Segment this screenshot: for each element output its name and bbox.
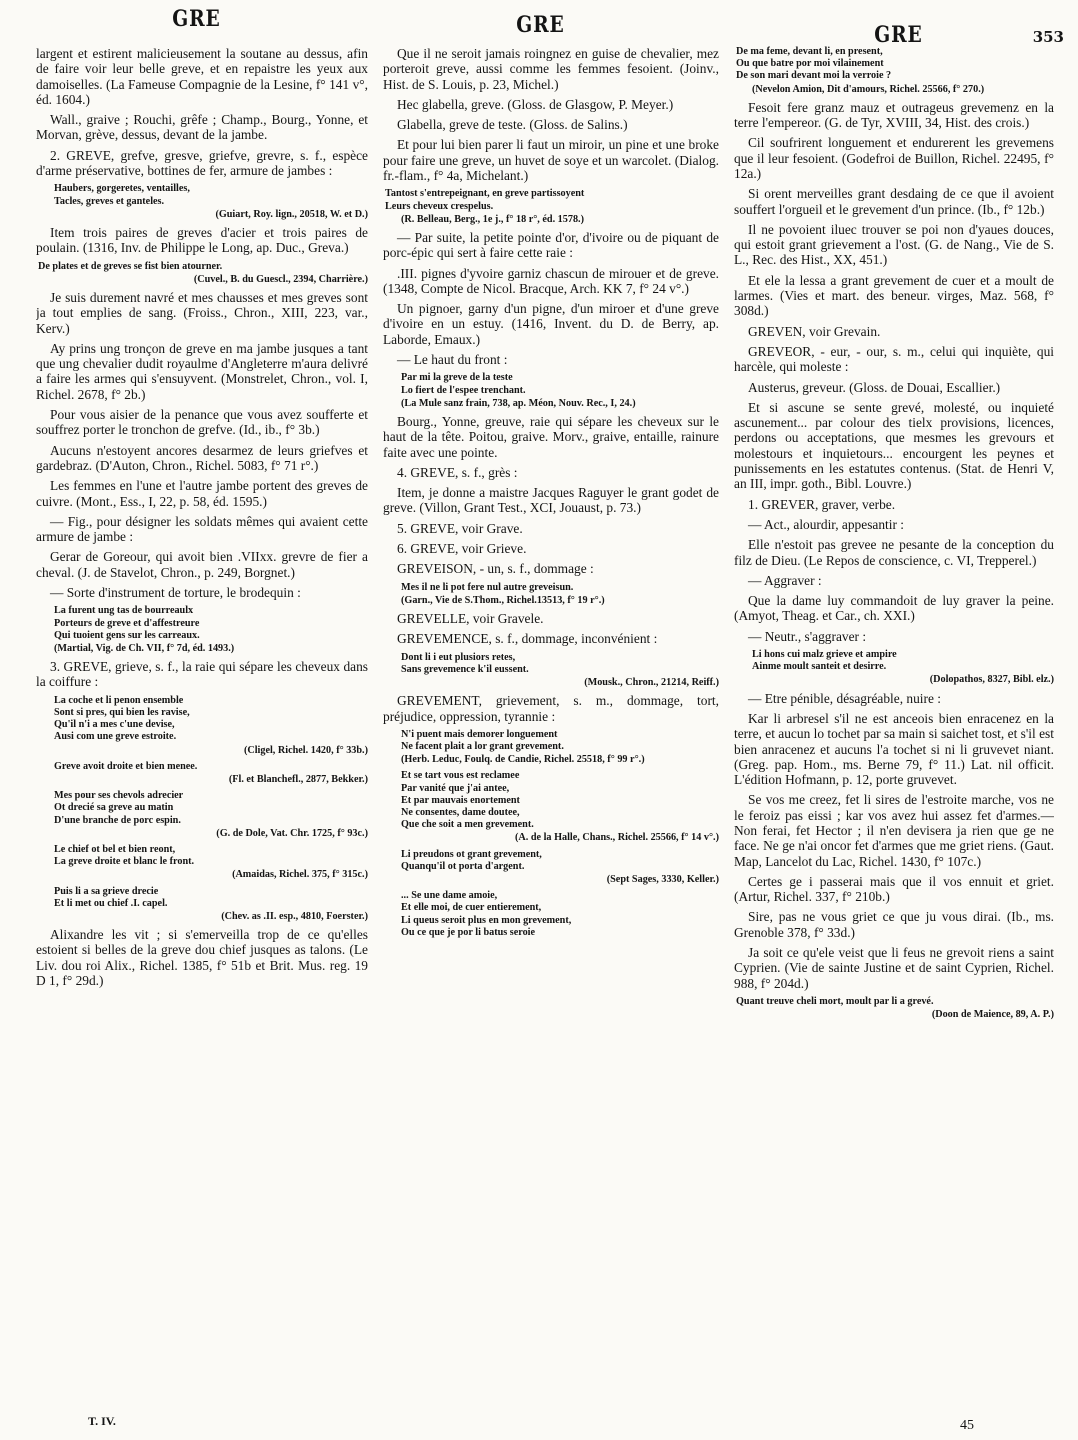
paragraph: Item, je donne a maistre Jacques Raguyer le grant godet de greve. (Villon, Grant Test., XCI, Jouaust, p. 73.) bbox=[383, 485, 719, 516]
verse-quote: Mes il ne li pot fere nul autre greveisun. bbox=[401, 581, 574, 593]
paragraph: Alixandre les vit ; si s'emerveilla trop de ce qu'elles estoient si belles de la greve dou chief jusques as talons. (Le Liv. dou roi Alix., Richel. 1385, f° 51b et Brit. Mus. reg. 19 D 1, f° 29d.) bbox=[36, 927, 368, 989]
entry-heading: 3. GREVE, grieve, s. f., la raie qui sépare les cheveux dans la coiffure : bbox=[36, 659, 368, 690]
paragraph: Se vos me creez, fet li sires de l'estroite marche, vos ne le feroiz pas eissi ; kar vos avez hui assez fet d'armes.—Non ferai, fet Hector ; il n'en devisera ja rien que ge ne face. Ne ge n'ai oncor fet d'armes que me griet riens. (Gaut. Map, Lancelot du Lac, Richel. 1430, f° 107c.) bbox=[734, 792, 1054, 869]
verse-quote: La coche et li penon ensemble Sont si pres, qui bien les ravise, Qu'il n'i a mes c'une devise, Ausi com une greve estroite. bbox=[54, 694, 190, 743]
sense-heading: — Sorte d'instrument de torture, le brodequin : bbox=[50, 585, 301, 601]
citation: (Cuvel., B. du Guescl., 2394, Charrière.) bbox=[193, 273, 368, 285]
paragraph: Cil soufrirent longuement et endurerent les grevemens que il leur fesoient. (Godefroi de Buillon, Richel. 22495, f° 12a.) bbox=[734, 135, 1054, 181]
entry-heading: GREVEOR, - eur, - our, s. m., celui qui inquiète, qui harcèle, qui moleste : bbox=[734, 343, 1054, 375]
verse-quote: Puis li a sa grieve drecie Et li met ou chief .I. capel. bbox=[54, 885, 168, 909]
citation: (Amaidas, Richel. 375, f° 315c.) bbox=[232, 869, 368, 881]
citation: (Chev. as .II. esp., 4810, Foerster.) bbox=[221, 910, 368, 922]
column-right bbox=[734, 46, 1054, 1025]
entry-heading: GREVEMENT, grievement, s. m., dommage, tort, préjudice, oppression, tyrannie : bbox=[383, 693, 719, 724]
paragraph: Aucuns n'estoyent ancores desarmez de leurs griefves et gardebraz. (D'Auton, Chron., Richel. 5083, f° 71 r°.) bbox=[36, 442, 368, 473]
citation: (G. de Dole, Vat. Chr. 1725, f° 93c.) bbox=[216, 827, 368, 839]
paragraph: Et si ascune se sente grevé, molesté, ou inquieté ascunement... par colour des tielx provisions, licences, perdons ou acceptations, que mesmes les grevours et molestours et inquietours... encourgent les peynes et punissements en les estatutes contenus. (Stat. de Henri V, an III, impr. goth., Bibl. Louvre.) bbox=[734, 399, 1054, 492]
paragraph: Que la dame luy commandoit de luy graver la peine. (Amyot, Theag. et Car., ch. XXI.) bbox=[734, 593, 1054, 624]
paragraph: Que il ne seroit jamais roingnez en guise de chevalier, mez porteroit greve, aussi comme les femmes fesoient. (Joinv., Hist. de S. Louis, p. 23, Michel.) bbox=[383, 46, 719, 92]
entry-heading: 5. GREVE, voir Grave. bbox=[397, 520, 523, 536]
page-number: 353 bbox=[1032, 28, 1064, 46]
paragraph: Et ele la lessa a grant grevement de cuer et a moult de larmes. (Vies et mart. des beneur. virges, Maz. 568, f° 308d.) bbox=[734, 272, 1054, 319]
citation: (Dolopathos, 8327, Bibl. elz.) bbox=[929, 674, 1054, 686]
verse-quote: La furent ung tas de bourreaulx Porteurs de greve et d'affestreure Qui tuoient gens sur les carreaux. bbox=[54, 605, 200, 641]
entry-heading: 6. GREVE, voir Grieve. bbox=[397, 541, 527, 557]
citation: (Fl. et Blanchefl., 2877, Bekker.) bbox=[228, 773, 368, 785]
running-head-left: GRE bbox=[172, 6, 221, 32]
paragraph: Austerus, greveur. (Gloss. de Douai, Escallier.) bbox=[748, 379, 1001, 395]
verse-quote: Li preudons ot grant grevement, Quanqu'il ot porta d'argent. bbox=[401, 848, 542, 872]
paragraph: Les femmes en l'une et l'autre jambe portent des greves de cuivre. (Mont., Ess., I, 22, p. 58, éd. 1595.) bbox=[36, 478, 368, 509]
verse-quote: Mes pour ses chevols adrecier Ot drecié sa greve au matin D'une branche de porc espin. bbox=[54, 790, 184, 826]
paragraph: Bourg., Yonne, greuve, raie qui sépare les cheveux sur le haut de la tête. Poitou, graive. Morv., graive, entaille, rainure faite avec une pointe. bbox=[383, 413, 719, 460]
entry-heading: 1. GREVER, graver, verbe. bbox=[748, 496, 896, 512]
verse-quote: Par mi la greve de la teste Lo fiert de l'espee trenchant. bbox=[401, 372, 526, 396]
entry-heading: 4. GREVE, s. f., grès : bbox=[397, 464, 518, 480]
sense-heading: — Act., alourdir, appesantir : bbox=[748, 516, 905, 532]
verse-quote: Quant treuve cheli mort, moult par li a grevé. bbox=[736, 995, 934, 1007]
paragraph: Item trois paires de greves d'acier et trois paires de poulain. (1316, Inv. de Philippe le Long, ap. Duc., Greva.) bbox=[36, 224, 368, 256]
running-head-right: GRE bbox=[874, 22, 923, 48]
citation: (Cligel, Richel. 1420, f° 33b.) bbox=[243, 744, 368, 756]
paragraph: Si orent merveilles grant desdaing de ce que il avoient souffert l'orgueil et le grevement d'un prince. (Ib., f° 12b.) bbox=[734, 186, 1054, 217]
citation: (Garn., Vie de S.Thom., Richel.13513, f° 19 r°.) bbox=[401, 594, 605, 606]
sense-heading: — Par suite, la petite pointe d'or, d'ivoire ou de piquant de porc-épic qui sert à faire cette raie : bbox=[383, 229, 719, 261]
entry-heading: 2. GREVE, grefve, gresve, griefve, grevre, s. f., espèce d'arme préservative, bottines de fer, armure de jambes : bbox=[36, 147, 368, 179]
entry-heading: GREVEISON, - un, s. f., dommage : bbox=[397, 561, 594, 577]
paragraph: .III. pignes d'yvoire garniz chascun de mirouer et de greve. (1348, Compte de Nicol. Bracque, Arch. KK 7, f° 24 v°.) bbox=[383, 265, 719, 296]
paragraph: Je suis durement navré et mes chausses et mes greves sont ja tout emplies de sang. (Froiss., Chron., XIII, 223, var., Kerv.) bbox=[36, 289, 368, 336]
paragraph: Hec glabella, greve. (Gloss. de Glasgow, P. Meyer.) bbox=[397, 96, 674, 112]
verse-quote: De ma feme, devant li, en present, Ou que batre por moi vilainement De son mari devant moi la verroie ? bbox=[736, 46, 892, 82]
citation: (Mousk., Chron., 21214, Reiff.) bbox=[584, 677, 719, 689]
citation: (Herb. Leduc, Foulq. de Candie, Richel. 25518, f° 99 r°.) bbox=[401, 754, 645, 766]
paragraph: Wall., graive ; Rouchi, grêfe ; Champ., Bourg., Yonne, et Morvan, grève, dessus, devant de la jambe. bbox=[36, 112, 368, 143]
verse-quote: Tantost s'entrepeignant, en greve partissoyent Leurs cheveux crespelus. bbox=[385, 188, 585, 212]
sense-heading: — Etre pénible, désagréable, nuire : bbox=[748, 690, 941, 706]
column-middle bbox=[383, 46, 719, 943]
citation: (Nevelon Amion, Dit d'amours, Richel. 25566, f° 270.) bbox=[752, 83, 985, 95]
verse-quote: N'i puent mais demorer longuement Ne facent plait a lor grant grevement. bbox=[401, 728, 564, 753]
volume-mark: T. IV. bbox=[88, 1414, 116, 1428]
sense-heading: — Le haut du front : bbox=[397, 352, 508, 368]
verse-quote: Dont li i eut plusiors retes, Sans grevemence k'il eussent. bbox=[401, 651, 529, 675]
paragraph: Elle n'estoit pas grevee ne pesante de la conception du filz de Dieu. (Le Repos de conscience, c. VI, Trepperel.) bbox=[734, 537, 1054, 568]
verse-quote: Haubers, gorgeretes, ventailles, Tacles, greves et ganteles. bbox=[54, 183, 190, 207]
paragraph: largent et estirent malicieusement la soutane au dessus, afin de faire voir leur belle greve, et en repaistre les yeux aux damoiselles. (La Fameuse Compagnie de la Lesine, f° 141 v°, éd. 1604.) bbox=[36, 46, 368, 107]
verse-quote: Li hons cui malz grieve et ampire Ainme moult santeit et desirre. bbox=[752, 649, 897, 673]
running-head-middle: GRE bbox=[516, 12, 565, 38]
sense-heading: — Aggraver : bbox=[748, 572, 822, 588]
paragraph: Fesoit fere granz mauz et outrageus grevemenz en la terre l'empereor. (G. de Tyr, XVIII, 34, Hist. des crois.) bbox=[734, 99, 1054, 131]
citation: (A. de la Halle, Chans., Richel. 25566, f° 14 v°.) bbox=[515, 832, 719, 844]
citation: (Guiart, Roy. lign., 20518, W. et D.) bbox=[215, 208, 368, 220]
paragraph: Glabella, greve de teste. (Gloss. de Salins.) bbox=[397, 117, 628, 133]
entry-heading: GREVEN, voir Grevain. bbox=[748, 323, 881, 339]
citation: (La Mule sanz frain, 738, ap. Méon, Nouv. Rec., I, 24.) bbox=[401, 397, 636, 409]
paragraph: Kar li arbresel s'il ne est anceois bien enracenez en la terre, et aucun lo tochet par sa main si saichet tost, et s'il est bien anracenez et aucuns l'a tochet si ni li gruvevet niant. (Greg. pap. Hom., ms. Berne 79, f° 11.) Lat. nil officit. L'édition Hofmann, p. 12, porte gruvevet. bbox=[734, 710, 1054, 788]
paragraph: Gerar de Goreour, qui avoit bien .VIIxx. grevre de fier a cheval. (J. de Stavelot, Chron., p. 249, Borgnet.) bbox=[36, 549, 368, 580]
paragraph: Un pignoer, garny d'un pigne, d'un miroer et d'une greve d'ivoire en un estuy. (1416, Invent. du D. de Berry, ap. Laborde, Emaux.) bbox=[383, 301, 719, 347]
paragraph: Ay prins ung tronçon de greve en ma jambe jusques a tant que ung chevalier dudit royaulme d'Angleterre m'aura delivré a faire les armes qui s'ensuyvent. (Monstrelet, Chron., vol. I, Richel. 2678, f° 2b.) bbox=[36, 340, 368, 402]
signature-mark: 45 bbox=[960, 1418, 974, 1433]
citation: (Sept Sages, 3330, Keller.) bbox=[606, 874, 719, 886]
entry-heading: GREVEMENCE, s. f., dommage, inconvénient : bbox=[397, 631, 658, 647]
verse-quote: Le chief ot bel et bien reont, La greve droite et blanc le front. bbox=[54, 843, 195, 868]
entry-heading: GREVELLE, voir Gravele. bbox=[397, 611, 544, 627]
verse-quote: De plates et de greves se fist bien atourner. bbox=[38, 260, 223, 272]
verse-quote: Et se tart vous est reclamee Par vanité que j'ai antee, Et par mauvais enortement Ne consentes, dame doutee, Que che soit a men grevement. bbox=[401, 770, 534, 831]
citation: (Martial, Vig. de Ch. VII, f° 7d, éd. 1493.) bbox=[54, 642, 235, 654]
citation: (Doon de Maience, 89, A. P.) bbox=[931, 1009, 1054, 1021]
verse-quote: ... Se une dame amoie, Et elle moi, de cuer entierement, Li queus seroit plus en mon grevement, Ou ce que je por li batus seroie bbox=[401, 890, 572, 938]
verse-quote: Greve avoit droite et bien menee. bbox=[54, 760, 198, 772]
paragraph: Il ne povoient iluec trouver se poi non d'yaues douces, qui estoit grant grievement a l'ost. (G. de Nang., Vie de S. L., Rec. des Hist., XX, 451.) bbox=[734, 221, 1054, 268]
sense-heading: — Neutr., s'aggraver : bbox=[748, 628, 867, 644]
paragraph: Pour vous aisier de la penance que vous avez soufferte et souffrez porter le tronchon de grefve. (Id., ib., f° 3b.) bbox=[36, 407, 368, 438]
paragraph: Certes ge i passerai mais que il vos ennuit et griet. (Artur, Richel. 337, f° 210b.) bbox=[734, 873, 1054, 905]
sense-heading: — Fig., pour désigner les soldats mêmes qui avaient cette armure de jambe : bbox=[36, 513, 368, 545]
paragraph: Sire, pas ne vous griet ce que ju vous dirai. (Ib., ms. Grenoble 378, f° 33d.) bbox=[734, 909, 1054, 940]
column-left bbox=[36, 46, 368, 993]
citation: (R. Belleau, Berg., 1e j., f° 18 r°, éd. 1578.) bbox=[401, 213, 584, 225]
paragraph: Et pour lui bien parer li faut un miroir, un pine et une broke pour faire une greve, un huvet de soye et un warcolet. (Dialog. fr.-flam., f° 4a, Michelant.) bbox=[383, 137, 719, 184]
paragraph: Ja soit ce qu'ele veist que li feus ne grevoit riens a saint Cyprien. (Vie de sainte Justine et de saint Cyprien, Richel. 988, f° 204d.) bbox=[734, 945, 1054, 991]
